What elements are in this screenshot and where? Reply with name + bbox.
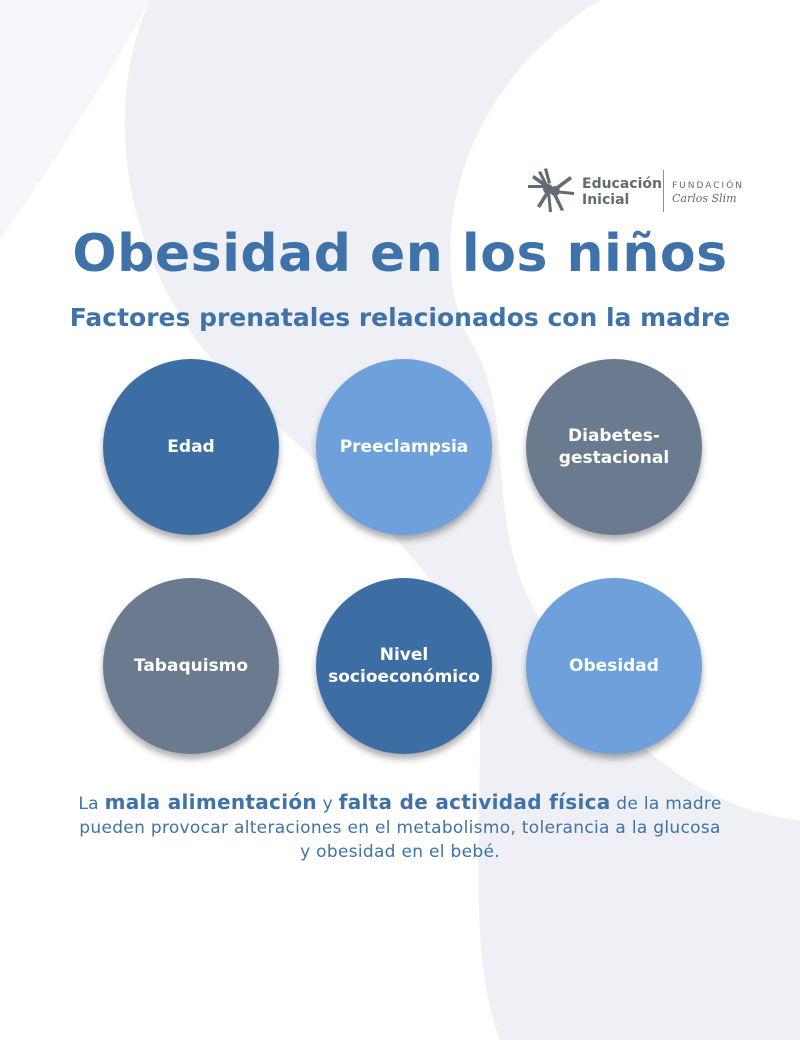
logo-wordmark [582,176,662,208]
factor-circle-edad [103,359,279,535]
footnote-line2: pueden provocar alteraciones en el metabolismo, tolerancia a la glucosa [79,818,721,838]
footnote-text: La [78,794,105,814]
footnote-emphasis: mala alimentación [104,790,317,814]
factor-label [569,655,659,677]
footnote-text: y [316,794,339,814]
hands-icon [526,166,578,216]
factor-circle-tabaquismo [103,578,279,754]
factor-label-line2: socioeconómico [328,667,480,687]
factor-circle-preeclampsia [316,359,492,535]
carlos-slim-label: Carlos Slim [672,192,737,205]
factor-label [134,655,248,677]
factor-label-line1: Obesidad [569,656,659,676]
factor-circle-diabetes [526,359,702,535]
page-title: Obesidad en los niños [72,224,728,284]
fundacion-label: FUNDACIÓN [672,181,745,191]
logo-line2: Inicial [582,192,630,208]
page-subtitle: Factores prenatales relacionados con la madre [69,303,731,332]
factor-label [328,644,480,688]
factor-label-line2: gestacional [558,448,670,468]
footnote-text: de la madre [610,794,722,814]
footnote [20,790,780,864]
factor-label-line1: Diabetes- [568,426,660,446]
logo-divider [663,170,664,212]
factor-label [340,436,469,458]
fundacion-logo [672,180,756,206]
factor-label-line1: Tabaquismo [133,656,249,676]
factor-label [559,425,669,469]
factor-label-line1: Edad [167,437,215,457]
factor-label [167,436,214,458]
factor-label-line1: Preeclampsia [339,437,469,457]
factor-circle-obesidad [526,578,702,754]
factor-label-line1: Nivel [379,645,429,665]
factor-circle-nivel-socioeconomico [316,578,492,754]
logo-line1: Educación [582,176,662,192]
logo [526,166,756,216]
footnote-emphasis: falta de actividad física [338,790,611,814]
footnote-line3: y obesidad en el bebé. [300,842,500,862]
